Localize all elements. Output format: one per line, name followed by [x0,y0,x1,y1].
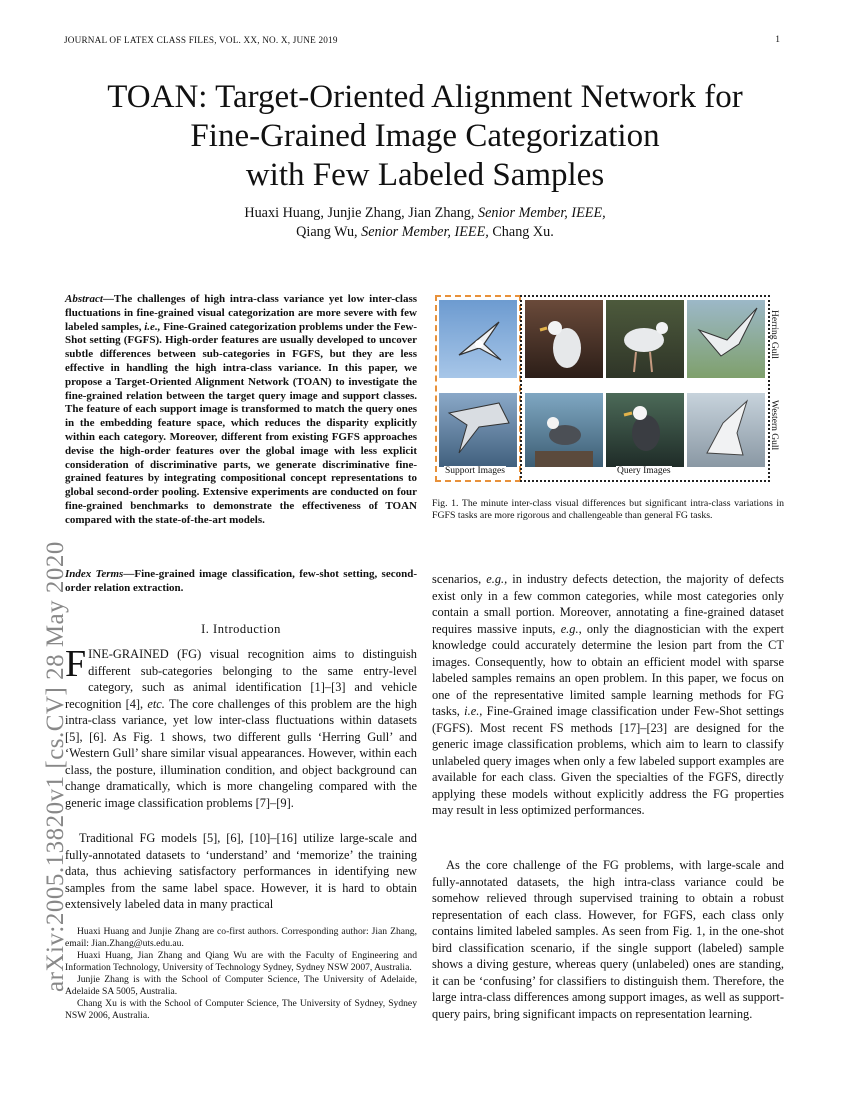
body-eg: e.g., [486,572,508,586]
herring-gull-image-3 [687,300,765,378]
title-line: Fine-Grained Image Categorization [190,118,660,154]
drop-cap: F [65,643,87,685]
author-names: Huaxi Huang, Junjie Zhang, Jian Zhang, [244,205,475,221]
arxiv-identifier: arXiv:2005.13820v1 [cs.CV] 28 May 2020 [42,541,69,992]
index-terms [65,568,417,596]
abstract-text: Fine-Grained categorization problems under the Few-Shot setting (FGFS). High-order features are usually developed to uncover subtle differences between sub-categories in FGFS, but they are less effective in handling the high intra-class variance. In this paper, we propose a Target-Oriented Alignment Network (TOAN) to investigate the fine-grained relation between the target query image and support classes. The feature of each support image is transformed to match the query ones in the embedding feature space, which reduces the disparity explicitly within each category. Moreover, different from existing FGFS approaches devise the high-order features over the global image with less explicit consideration of discriminative parts, we generate discriminative fine-grained features by integrating compositional concept representations to global second-order pooling. Extensive experiments are conducted on four fine-grained benchmarks to demonstrate the effectiveness of TOAN compared with the state-of-the-art models. [65,320,417,526]
intro-etc: etc. [147,696,165,711]
running-header: JOURNAL OF LATEX CLASS FILES, VOL. XX, NO. X, JUNE 2019 [64,35,338,45]
support-images-label: Support Images [445,466,505,476]
author-names: Chang Xu. [492,224,554,240]
support-images-box [435,295,521,482]
western-gull-image-1 [525,393,603,467]
footnotes [65,926,417,1022]
western-gull-image-2 [606,393,684,467]
gull-diving-image [439,393,517,467]
abstract-label: Abstract [65,293,103,305]
right-paragraph-2: As the core challenge of the FG problems, with large-scale and fully-annotated datasets, the high intra-class variance could be somehow relieved through supervised training to obtain a robust representation of each class. However, for FGFS, each class only contains limited labeled samples. As seen from Fig. 1, in the one-shot bird classification scenario, if the single support (labeled) sample shows a diving gesture, whereas query (unlabeled) ones are standing, it can be ‘confusing’ for classifiers to distinguish them. Therefore, the large intra-class differences among support images, as well as support-query pairs, bring significant impacts on representation learning. [432,858,784,1021]
body-text: Fine-Grained image classification under Few-Shot settings (FGFS). Most recent FS methods [17]–[23] are designed for the generic image classification problems, which aim to learn to classify unlabeled query images when only a few labeled support examples are available for each class. Given the specialties of the FGFS, directly applying these models without explicitly address the FG properties may result in less optimized performances. [432,704,784,817]
author-line-1 [120,204,730,223]
abstract-text: —The challenges of high intra-class variance yet low inter-class fluctuations in fine-grained visual categorization are more severe with few labeled samples, [65,293,417,333]
index-terms-text: —Fine-grained image classification, few-shot setting, second-order relation extraction. [65,568,417,594]
herring-gull-label: Herring Gull [769,310,779,359]
body-ie: i.e., [464,704,483,718]
author-names: Qiang Wu, [296,224,358,240]
body-text: in industry defects detection, the majority of defects exist only in a few common categories, while most categories only contain a small portion. Moreover, annotating a fine-grained dataset requires massive inputs, [432,572,784,636]
body-eg: e.g., [560,621,582,636]
abstract [65,293,417,528]
page-number: 1 [775,35,780,45]
herring-gull-image-1 [525,300,603,378]
herring-gull-image-2 [606,300,684,378]
title-line: with Few Labeled Samples [245,157,605,193]
query-images-box [520,295,770,482]
author-line-2 [120,223,730,242]
figure-1 [432,290,782,482]
author-role: Senior Member, IEEE, [478,205,606,221]
intro-lead: INE-GRAINED [88,647,169,661]
gull-flying-image [439,300,517,378]
figure-caption: Fig. 1. The minute inter-class visual differences but significant intra-class variations in FGFS tasks are more rigorous and challengeable than general FG tasks. [432,498,784,522]
author-list [120,204,730,242]
footnote: Huaxi Huang, Jian Zhang and Qiang Wu are with the Faculty of Engineering and Information Technology, University of Technology Sydney, Sydney NSW 2007, Australia. [65,950,417,973]
footnote: Chang Xu is with the School of Computer Science, The University of Sydney, Sydney NSW 2006, Australia. [65,998,417,1021]
section-heading: I. Introduction [201,622,281,636]
intro-paragraph-2: Traditional FG models [5], [6], [10]–[16] utilize large-scale and fully-annotated datasets to ‘understand’ and ‘memorize’ the training data, thus achieving satisfactory performances in identifying new samples from the same label space. However, it is hard to obtain extensively labeled data in many practical [65,831,417,911]
author-role: Senior Member, IEEE, [361,224,489,240]
intro-text: The core challenges of this problem are the high intra-class variance, yet low inter-class fluctuations within datasets [5], [6]. As Fig. 1 shows, two different gulls ‘Herring Gull’ and ‘Western Gull’ share similar visual appearances. However, within each class, the posture, illumination condition, and object background can change dramatically, which is more changeling compared with the generic image classification problems [7]–[9]. [65,696,417,810]
paper-title [60,78,790,195]
query-images-label: Query Images [617,466,671,476]
footnote: Junjie Zhang is with the School of Computer Science, The University of Adelaide, Adelaide SA 5005, Australia. [65,974,417,997]
index-terms-label: Index Terms [65,568,124,580]
intro-text: (FG) visual recognition aims to distinguish different sub-categories belonging to the same entry-level category, such as animal identification [1]–[3] and vehicle recognition [4], [65,647,417,711]
footnote: Huaxi Huang and Junjie Zhang are co-first authors. Corresponding author: Jian Zhang, email: Jian.Zhang@uts.edu.au. [65,926,417,949]
body-text: only the diagnostician with the expert knowledge could accurately determine the lesion part from the CT images. Consequently, how to obtain an efficient model with sparse labeled samples remains an open problem. In this paper, we focus on one of the representative limited sample learning methods for FG tasks, [432,621,784,718]
right-paragraph-1 [432,571,784,819]
title-line: TOAN: Target-Oriented Alignment Network for [107,79,743,115]
intro-paragraph-1 [65,643,417,811]
western-gull-image-3 [687,393,765,467]
body-text: scenarios, [432,572,487,586]
western-gull-label: Western Gull [769,400,779,451]
abstract-ie: i.e., [144,320,161,333]
